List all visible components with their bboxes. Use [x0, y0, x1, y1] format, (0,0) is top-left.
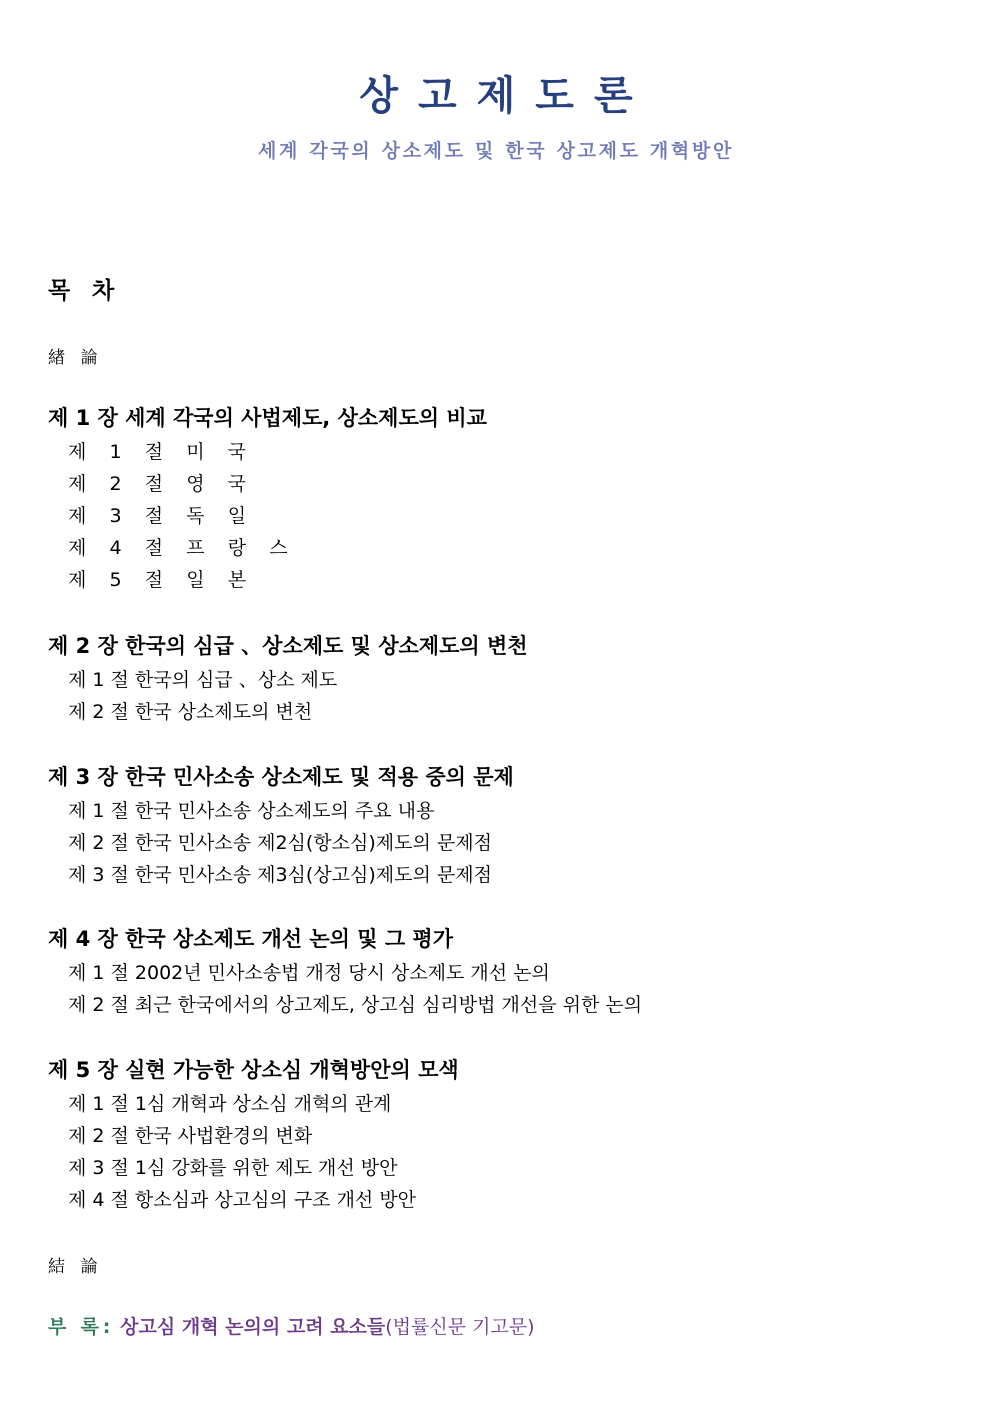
toc-chapter-1 — [48, 400, 948, 596]
toc-chapter-5 — [48, 1052, 948, 1216]
section-list — [48, 1088, 948, 1216]
section-list — [48, 436, 948, 596]
section-item: 제 2 절 한국 상소제도의 변천 — [68, 701, 313, 723]
chapter-title: 제 5 장 실현 가능한 상소심 개혁방안의 모색 — [48, 1058, 459, 1082]
appendix-title: 상고심 개혁 논의의 고려 요소들 — [120, 1316, 386, 1338]
section-item: 제 2 절 한국 민사소송 제2심(항소심)제도의 문제점 — [68, 832, 492, 854]
toc-appendix — [48, 1312, 535, 1339]
document-subtitle: 세계 각국의 상소제도 및 한국 상고제도 개혁방안 — [258, 140, 734, 162]
section-list — [48, 957, 948, 1021]
toc-chapter-2 — [48, 628, 948, 728]
section-item: 제 2 절 한국 사법환경의 변화 — [68, 1125, 313, 1147]
section-item: 제 3 절 한국 민사소송 제3심(상고심)제도의 문제점 — [68, 864, 492, 886]
section-item: 제 3 절 1심 강화를 위한 제도 개선 방안 — [68, 1157, 398, 1179]
toc-conclusion: 結 論 — [48, 1257, 103, 1277]
section-item: 제 4 절 항소심과 상고심의 구조 개선 방안 — [68, 1189, 417, 1211]
document-title: 상고제도론 — [359, 73, 653, 119]
section-list — [48, 795, 948, 891]
section-item: 제 1 절 미 국 — [68, 441, 255, 463]
section-item: 제 3 절 독 일 — [68, 505, 255, 527]
appendix-note: (법률신문 기고문) — [385, 1316, 535, 1338]
toc-heading: 목 차 — [48, 278, 122, 304]
appendix-label: 부 록: — [48, 1316, 115, 1338]
toc-intro: 緖 論 — [48, 348, 103, 368]
section-item: 제 1 절 1심 개혁과 상소심 개혁의 관계 — [68, 1093, 392, 1115]
section-item: 제 2 절 최근 한국에서의 상고제도, 상고심 심리방법 개선을 위한 논의 — [68, 994, 643, 1016]
chapter-title: 제 2 장 한국의 심급 、상소제도 및 상소제도의 변천 — [48, 634, 528, 658]
section-item: 제 1 절 한국의 심급 、상소 제도 — [68, 669, 338, 691]
chapter-title: 제 4 장 한국 상소제도 개선 논의 및 그 평가 — [48, 927, 453, 951]
toc-chapter-4 — [48, 921, 948, 1021]
chapter-title: 제 1 장 세계 각국의 사법제도, 상소제도의 비교 — [48, 406, 487, 430]
section-item: 제 4 절 프 랑 스 — [68, 537, 297, 559]
chapter-title: 제 3 장 한국 민사소송 상소제도 및 적용 중의 문제 — [48, 765, 514, 789]
section-list — [48, 664, 948, 728]
section-item: 제 5 절 일 본 — [68, 569, 255, 591]
section-item: 제 1 절 2002년 민사소송법 개정 당시 상소제도 개선 논의 — [68, 962, 550, 984]
section-item: 제 2 절 영 국 — [68, 473, 255, 495]
section-item: 제 1 절 한국 민사소송 상소제도의 주요 내용 — [68, 800, 435, 822]
toc-chapter-3 — [48, 759, 948, 891]
